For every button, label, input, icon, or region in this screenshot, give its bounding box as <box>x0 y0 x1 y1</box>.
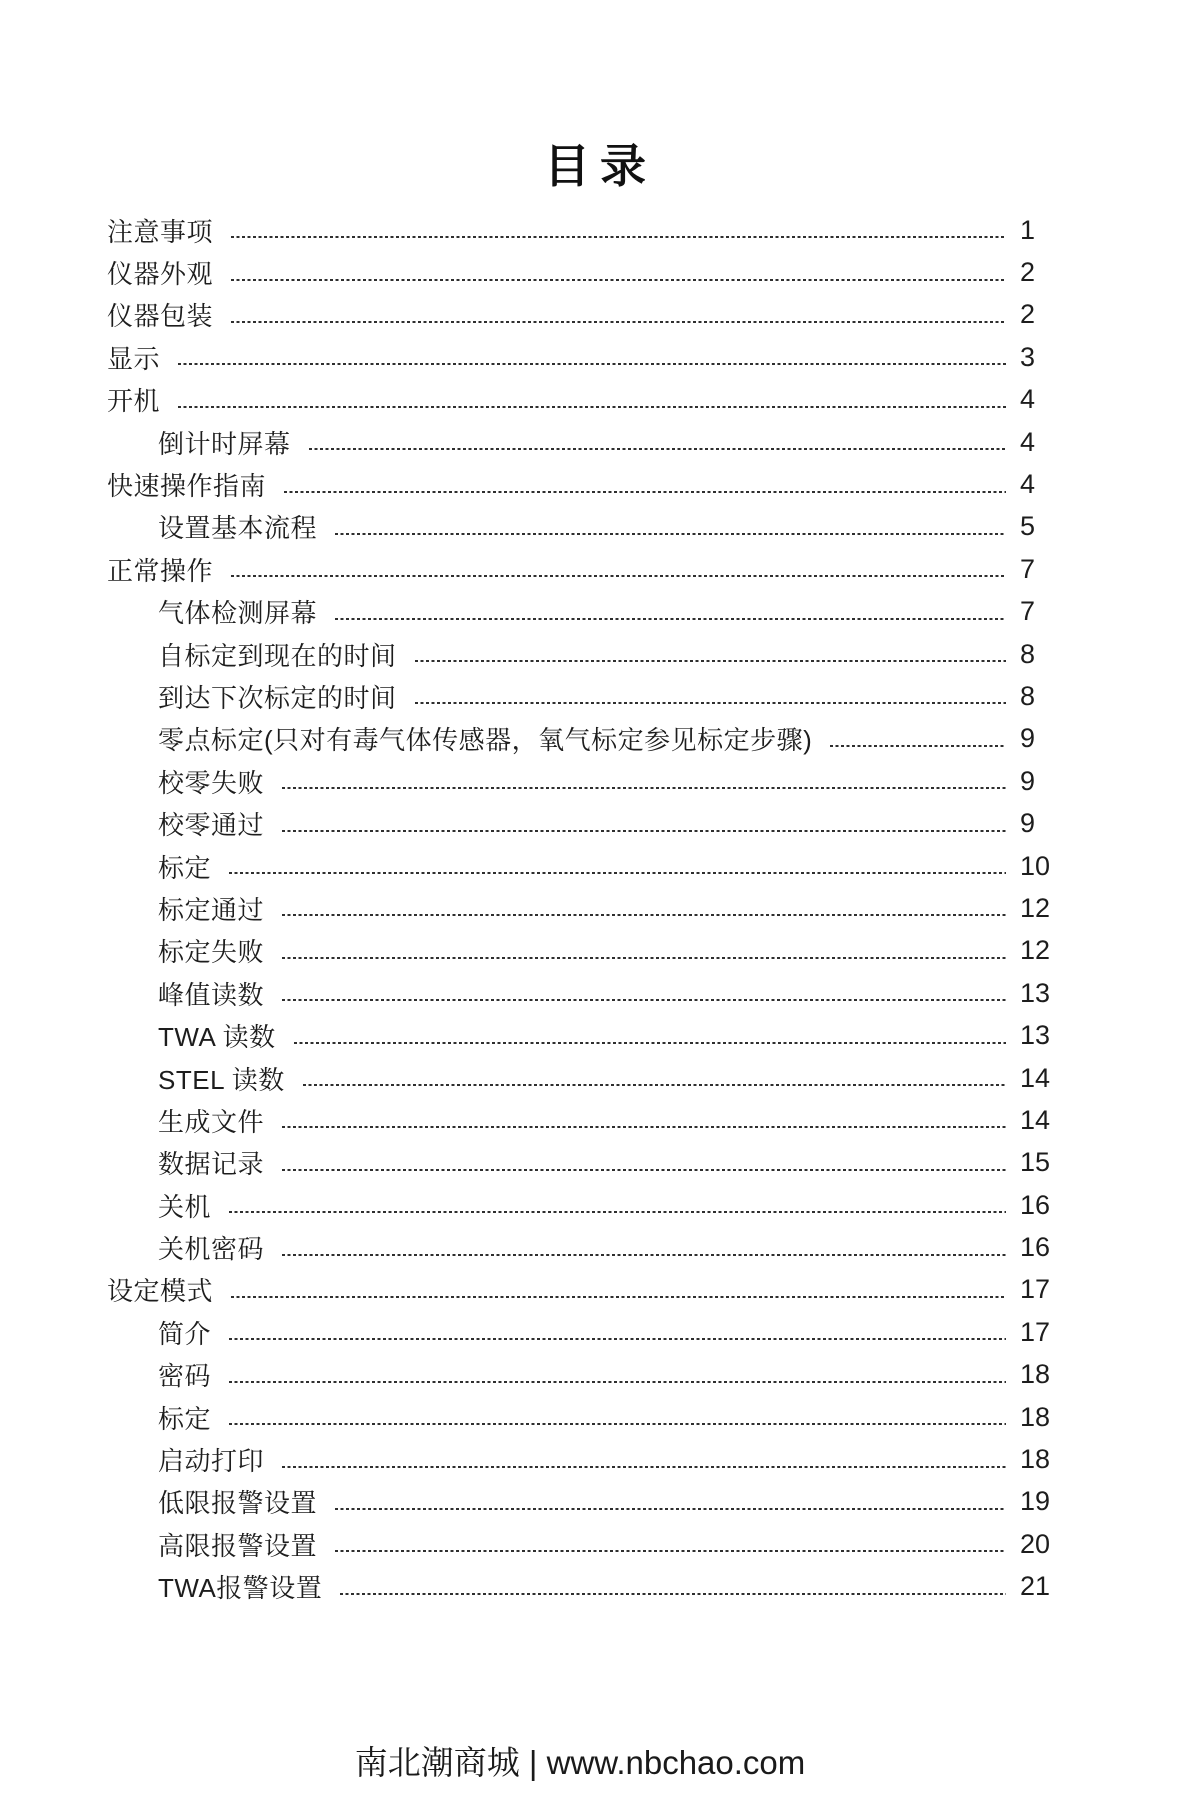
toc-entry-label: 简介 <box>158 1318 212 1349</box>
toc-entry-label: 低限报警设置 <box>158 1488 318 1519</box>
toc-entry[interactable] <box>107 1184 1066 1226</box>
toc-entry[interactable] <box>107 887 1066 929</box>
toc-entry-label: 高限报警设置 <box>158 1530 318 1561</box>
toc-entry[interactable] <box>107 930 1066 972</box>
toc-entry[interactable] <box>107 1014 1066 1056</box>
dotted-leader <box>335 533 1006 535</box>
dotted-leader <box>178 406 1006 408</box>
dotted-leader <box>231 321 1006 323</box>
toc-entry-label: 显示 <box>107 343 161 374</box>
toc-entry-label: 标定 <box>158 852 212 883</box>
toc-entry-label: 标定失败 <box>158 937 265 968</box>
toc-page-number: 8 <box>1020 638 1036 669</box>
toc-entry-label: 到达下次标定的时间 <box>158 682 397 713</box>
toc-entry[interactable] <box>107 1142 1066 1184</box>
toc-entry-label: 生成文件 <box>158 1106 265 1137</box>
toc-page-number: 9 <box>1020 808 1036 839</box>
toc-page-number: 18 <box>1020 1444 1051 1475</box>
toc-entry-label: 零点标定(只对有毒气体传感器，氧气标定参见标定步骤) <box>158 725 813 756</box>
toc-entry-label: 倒计时屏幕 <box>158 428 291 459</box>
toc-page-number: 8 <box>1020 680 1036 711</box>
toc-page-number: 3 <box>1020 341 1036 372</box>
dotted-leader <box>231 1296 1006 1298</box>
toc-entry[interactable] <box>107 1311 1066 1353</box>
toc-entry[interactable] <box>107 1523 1066 1565</box>
toc-page-number: 18 <box>1020 1401 1051 1432</box>
toc-entry-label: TWA报警设置 <box>158 1573 323 1604</box>
dotted-leader <box>282 1466 1006 1468</box>
dotted-leader <box>309 448 1006 450</box>
dotted-leader <box>284 491 1006 493</box>
toc-page-number: 21 <box>1020 1571 1051 1602</box>
toc-entry-label: 正常操作 <box>107 555 214 586</box>
toc-entry-label: 标定 <box>158 1403 212 1434</box>
toc-page-number: 17 <box>1020 1316 1051 1347</box>
dotted-leader <box>282 830 1006 832</box>
toc-page-number: 4 <box>1020 426 1036 457</box>
dotted-leader <box>335 618 1006 620</box>
toc-page-number: 16 <box>1020 1232 1051 1263</box>
toc-entry[interactable] <box>107 548 1066 590</box>
dotted-leader <box>282 1169 1006 1171</box>
toc-entry[interactable] <box>107 675 1066 717</box>
dotted-leader <box>415 702 1006 704</box>
dotted-leader <box>282 787 1006 789</box>
toc-entry-label: 注意事项 <box>107 216 214 247</box>
toc-entry[interactable] <box>107 1438 1066 1480</box>
toc-page-number: 17 <box>1020 1274 1051 1305</box>
dotted-leader <box>231 236 1006 238</box>
dotted-leader <box>229 1211 1006 1213</box>
toc-page-number: 9 <box>1020 723 1036 754</box>
toc-page-number: 14 <box>1020 1062 1051 1093</box>
toc-page-number: 13 <box>1020 1020 1051 1051</box>
toc-entry[interactable] <box>107 802 1066 844</box>
toc-entry[interactable] <box>107 1057 1066 1099</box>
toc-entry-label: 关机 <box>158 1191 212 1222</box>
toc-entry[interactable] <box>107 1396 1066 1438</box>
toc-entry[interactable] <box>107 1269 1066 1311</box>
toc-entry[interactable] <box>107 251 1066 293</box>
dotted-leader <box>229 1381 1006 1383</box>
toc-entry-label: TWA 读数 <box>158 1022 276 1053</box>
toc-entry-label: 快速操作指南 <box>107 471 267 502</box>
toc-page-number: 10 <box>1020 850 1051 881</box>
toc-entry[interactable] <box>107 1099 1066 1141</box>
toc-page-number: 12 <box>1020 935 1051 966</box>
toc-entry[interactable] <box>107 1226 1066 1268</box>
toc-entry[interactable] <box>107 379 1066 421</box>
toc-entry[interactable] <box>107 336 1066 378</box>
toc-entry[interactable] <box>107 760 1066 802</box>
toc-entry[interactable] <box>107 591 1066 633</box>
dotted-leader <box>303 1084 1006 1086</box>
dotted-leader <box>282 1126 1006 1128</box>
dotted-leader <box>415 660 1006 662</box>
dotted-leader <box>294 1042 1006 1044</box>
dotted-leader <box>282 957 1006 959</box>
toc-entry-label: 标定通过 <box>158 894 265 925</box>
dotted-leader <box>229 872 1006 874</box>
toc-entry[interactable] <box>107 463 1066 505</box>
dotted-leader <box>340 1593 1006 1595</box>
toc-entry-label: 校零失败 <box>158 767 265 798</box>
footer-watermark: 南北潮商城 | www.nbchao.com <box>354 1744 806 1781</box>
toc-page-number: 2 <box>1020 299 1036 330</box>
toc-page-number: 14 <box>1020 1104 1051 1135</box>
toc-entry[interactable] <box>107 633 1066 675</box>
dotted-leader <box>229 1338 1006 1340</box>
toc-page-number: 13 <box>1020 977 1051 1008</box>
dotted-leader <box>231 575 1006 577</box>
toc-page-number: 1 <box>1020 214 1036 245</box>
toc-page-number: 20 <box>1020 1528 1051 1559</box>
toc-page-number: 7 <box>1020 553 1036 584</box>
toc-entry-label: 密码 <box>158 1361 212 1392</box>
dotted-leader <box>282 914 1006 916</box>
toc-page-number: 4 <box>1020 384 1036 415</box>
dotted-leader <box>282 999 1006 1001</box>
toc-entry[interactable] <box>107 718 1066 760</box>
toc-entry-label: 仪器外观 <box>107 259 214 290</box>
toc-entry[interactable] <box>107 506 1066 548</box>
dotted-leader <box>229 1423 1006 1425</box>
toc-entry-label: 设置基本流程 <box>158 513 318 544</box>
toc-list <box>107 209 1066 1608</box>
toc-entry-label: 仪器包装 <box>107 301 214 332</box>
toc-page-number: 2 <box>1020 257 1036 288</box>
toc-entry[interactable] <box>107 1566 1066 1608</box>
toc-page-number: 16 <box>1020 1189 1051 1220</box>
toc-entry[interactable] <box>107 972 1066 1014</box>
toc-page-number: 9 <box>1020 765 1036 796</box>
toc-entry[interactable] <box>107 1481 1066 1523</box>
toc-entry-label: 气体检测屏幕 <box>158 598 318 629</box>
toc-entry-label: 开机 <box>107 386 161 417</box>
toc-entry[interactable] <box>107 209 1066 251</box>
dotted-leader <box>335 1508 1006 1510</box>
toc-entry-label: 设定模式 <box>107 1276 214 1307</box>
page-title: 目录 <box>544 141 656 192</box>
dotted-leader <box>830 745 1006 747</box>
dotted-leader <box>282 1254 1006 1256</box>
toc-entry-label: 自标定到现在的时间 <box>158 640 397 671</box>
dotted-leader <box>335 1550 1006 1552</box>
toc-entry-label: 启动打印 <box>158 1446 265 1477</box>
toc-page-number: 15 <box>1020 1147 1051 1178</box>
toc-entry[interactable] <box>107 845 1066 887</box>
dotted-leader <box>178 363 1006 365</box>
toc-page-number: 12 <box>1020 892 1051 923</box>
toc-entry[interactable] <box>107 294 1066 336</box>
toc-page-number: 19 <box>1020 1486 1051 1517</box>
toc-entry[interactable] <box>107 1354 1066 1396</box>
toc-page-number: 18 <box>1020 1359 1051 1390</box>
toc-entry[interactable] <box>107 421 1066 463</box>
toc-entry-label: STEL 读数 <box>158 1064 285 1095</box>
toc-entry-label: 校零通过 <box>158 810 265 841</box>
toc-page-number: 4 <box>1020 469 1036 500</box>
toc-entry-label: 数据记录 <box>158 1149 265 1180</box>
toc-page-number: 7 <box>1020 596 1036 627</box>
toc-page-number: 5 <box>1020 511 1036 542</box>
dotted-leader <box>231 279 1006 281</box>
toc-entry-label: 峰值读数 <box>158 979 265 1010</box>
toc-entry-label: 关机密码 <box>158 1234 265 1265</box>
